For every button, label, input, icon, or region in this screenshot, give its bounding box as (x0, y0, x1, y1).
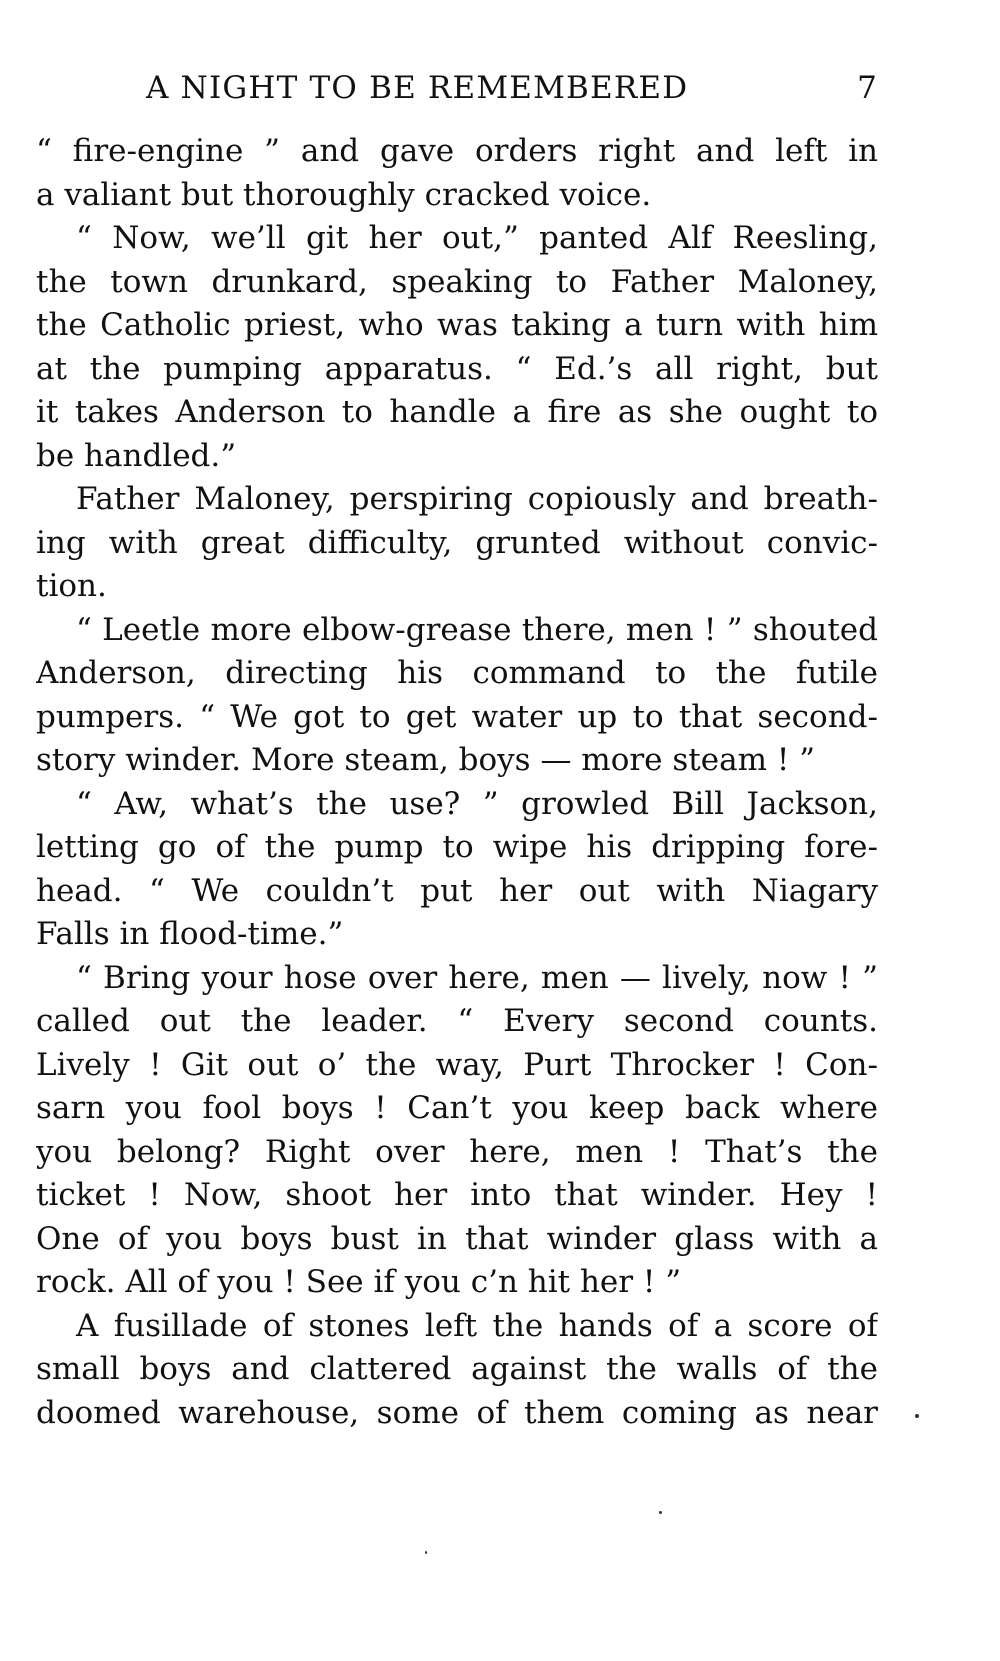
print-speck (425, 1551, 427, 1554)
text-line: doomed warehouse, some of them coming as near (36, 1394, 878, 1431)
text-line: “ Bring your hose over here, men — lively, now ! ” (76, 959, 878, 996)
paragraph (36, 478, 878, 609)
text-line: A fusillade of stones left the hands of a score of (76, 1307, 878, 1344)
text-line: small boys and clattered against the walls of the (36, 1351, 878, 1387)
text-line: One of you boys bust in that winder glass with a (36, 1220, 878, 1257)
print-speck (915, 1414, 919, 1418)
text-line: Lively ! Git out o’ the way, Purt Throcker ! Con- (36, 1046, 878, 1083)
print-speck (659, 1511, 662, 1514)
paragraph (36, 130, 878, 217)
text-line: rock. All of you ! See if you c’n hit her ! ” (36, 1264, 682, 1300)
text-line: be handled.” (36, 437, 237, 474)
paragraph (36, 609, 878, 783)
text-line: ing with great difficulty, grunted without convic- (36, 524, 878, 561)
paragraph (36, 217, 878, 478)
text-line: ticket ! Now, shoot her into that winder. Hey ! (36, 1177, 878, 1213)
page-number: 7 (857, 70, 878, 106)
text-line: called out the leader. “ Every second counts. (36, 1003, 878, 1039)
text-line: tion. (36, 568, 107, 604)
text-line: letting go of the pump to wipe his dripping fore- (36, 829, 878, 865)
text-line: the town drunkard, speaking to Father Maloney, (36, 263, 878, 300)
text-line: you belong? Right over here, men ! That’s the (36, 1133, 878, 1170)
text-line: pumpers. “ We got to get water up to that second- (36, 698, 878, 735)
text-line: head. “ We couldn’t put her out with Niagary (36, 872, 878, 909)
text-line: “ Leetle more elbow-grease there, men ! ” shouted (76, 611, 878, 648)
text-line: Anderson, directing his command to the futile (36, 655, 878, 691)
text-line: Father Maloney, perspiring copiously and breath- (76, 481, 878, 517)
text-line: it takes Anderson to handle a fire as she ought to (36, 394, 878, 430)
text-line: Falls in flood-time.” (36, 916, 344, 952)
text-line: “ fire-engine ” and gave orders right and left in (36, 133, 878, 169)
running-head-title: A NIGHT TO BE REMEMBERED (146, 70, 689, 106)
paragraph (36, 783, 878, 957)
text-line: “ Aw, what’s the use? ” growled Bill Jackson, (76, 785, 878, 822)
text-line: the Catholic priest, who was taking a turn with him (36, 307, 878, 343)
body-text (36, 130, 878, 1435)
text-line: sarn you fool boys ! Can’t you keep back where (36, 1090, 878, 1126)
paragraph (36, 1305, 878, 1436)
paragraph (36, 957, 878, 1305)
text-line: a valiant but thoroughly cracked voice. (36, 176, 652, 213)
book-page (36, 70, 878, 1435)
text-line: “ Now, we’ll git her out,” panted Alf Reesling, (76, 220, 878, 256)
text-line: at the pumping apparatus. “ Ed.’s all right, but (36, 350, 878, 387)
text-line: story winder. More steam, boys — more steam ! ” (36, 742, 815, 778)
running-head (36, 70, 878, 116)
